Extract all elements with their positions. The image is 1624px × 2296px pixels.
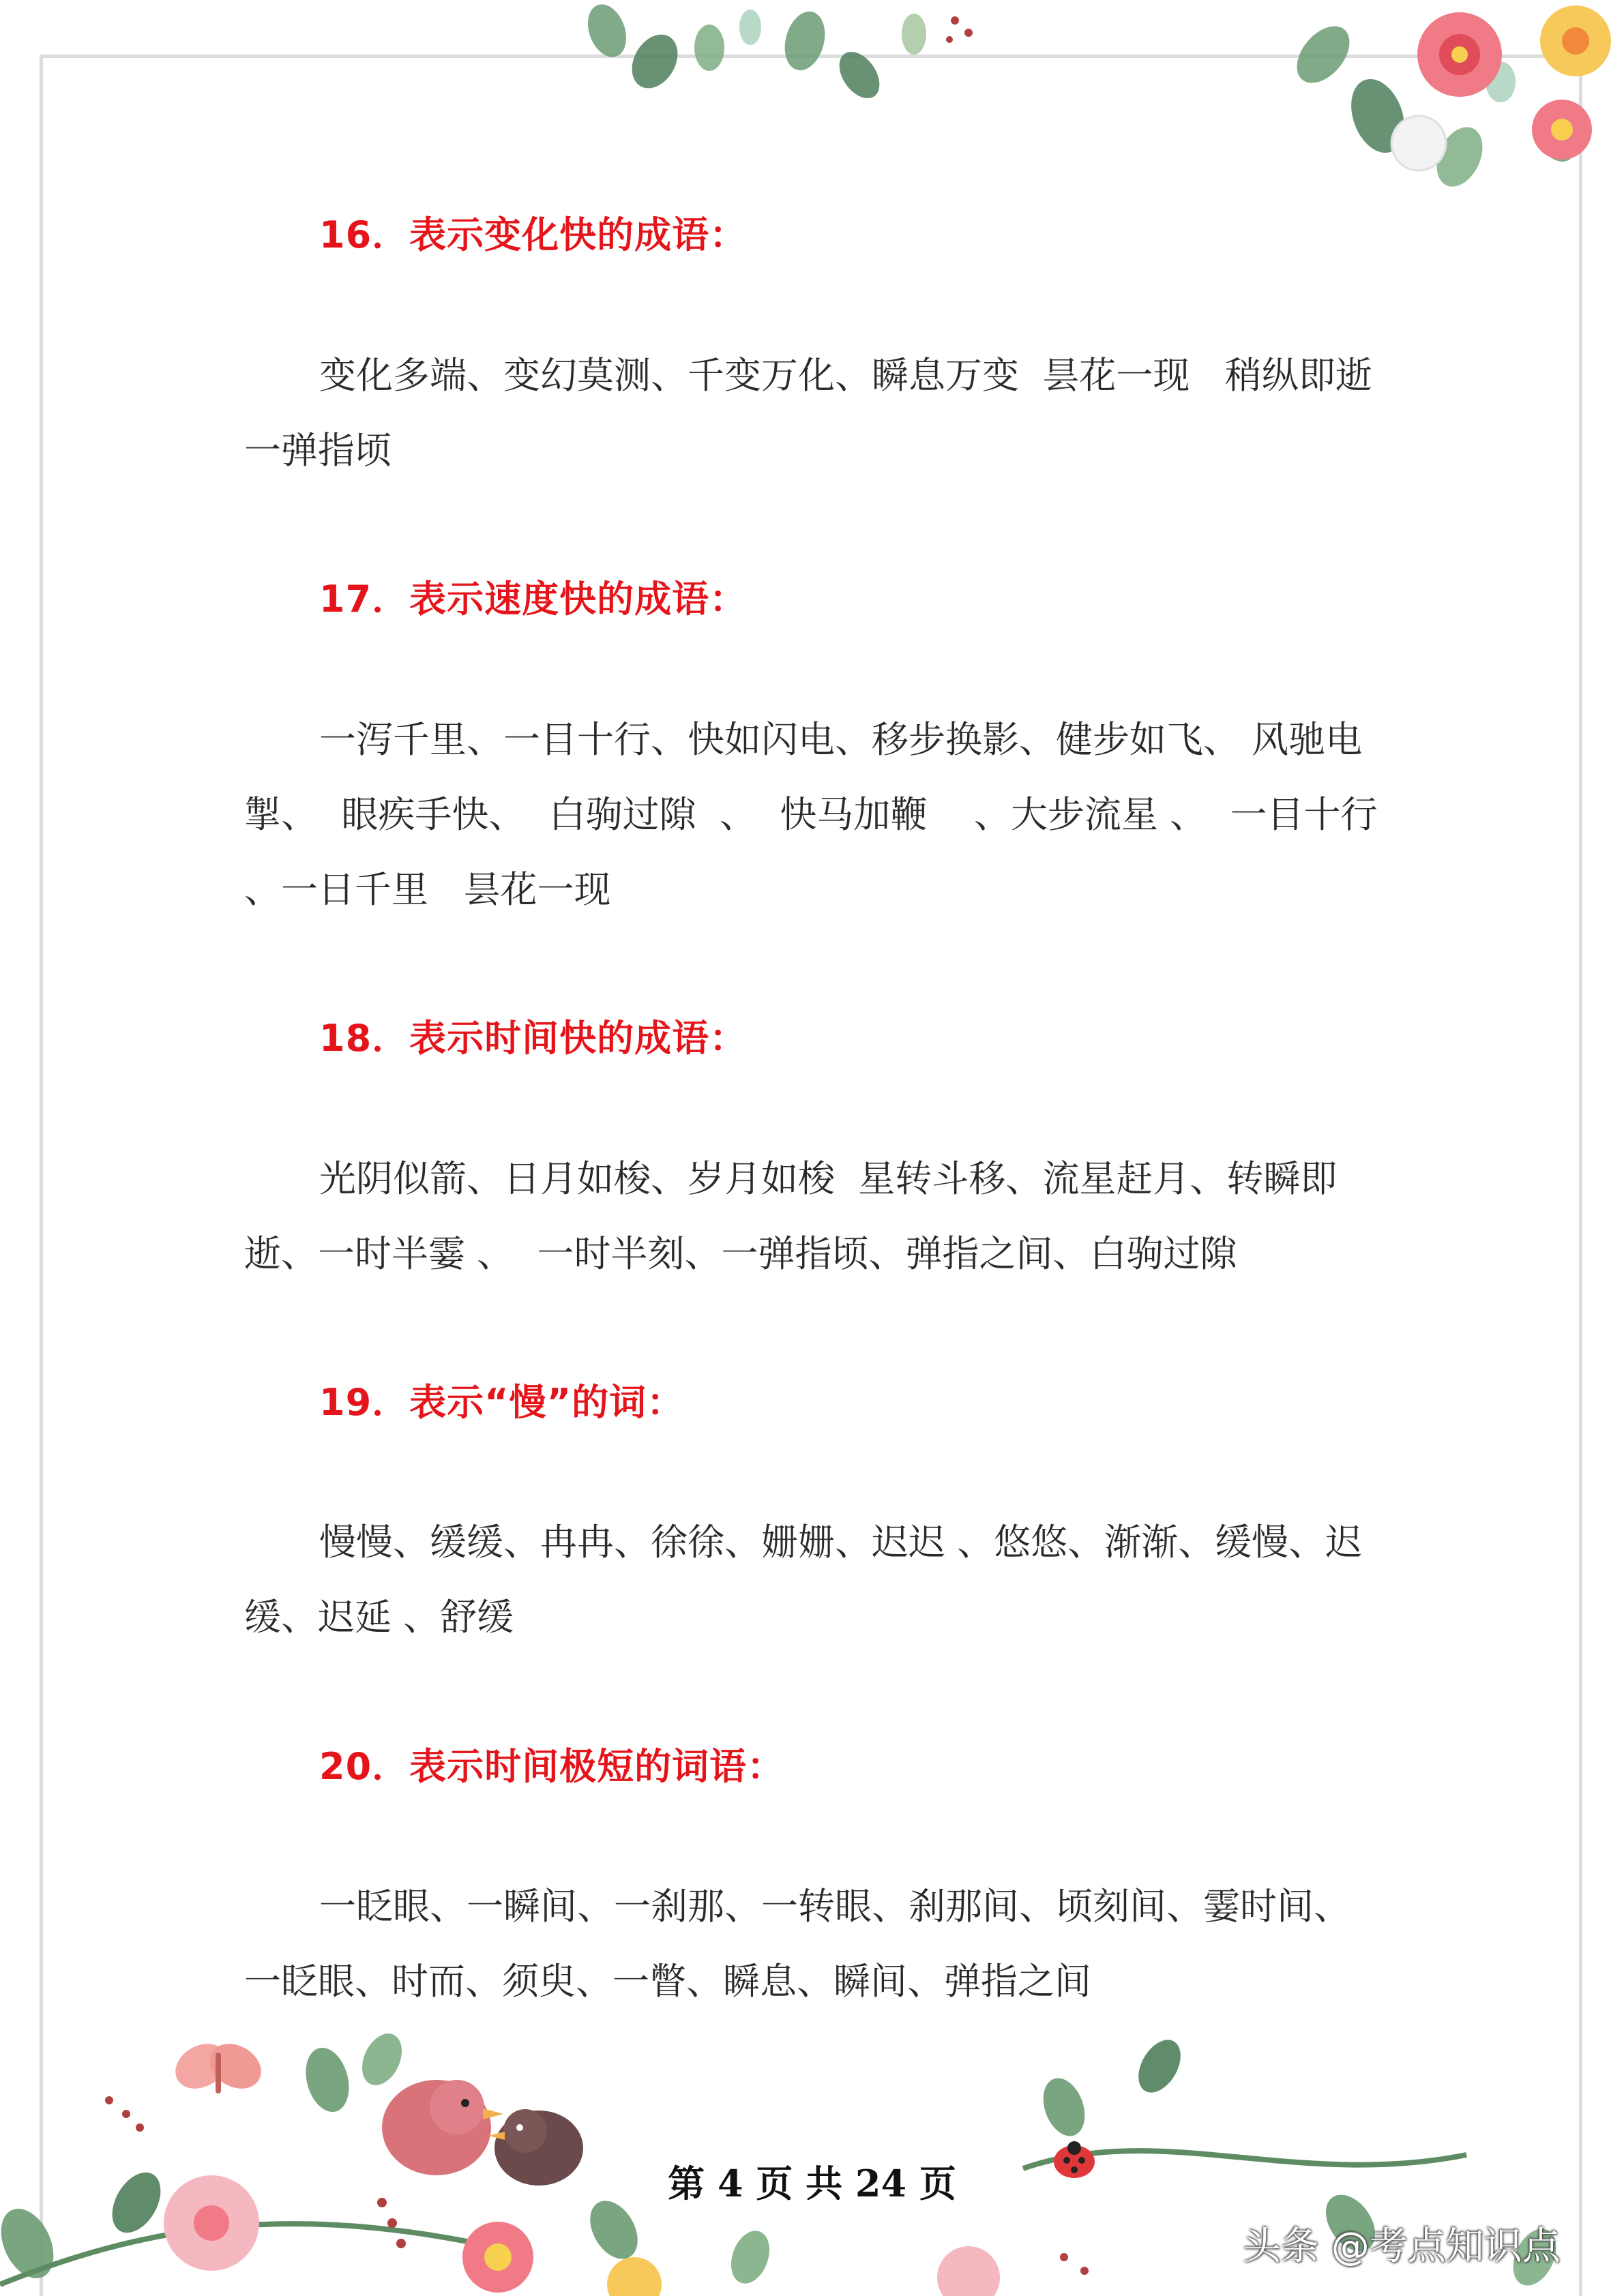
section-20-heading: 20．表示时间极短的词语： [319,1745,785,1788]
section-19-body: 慢慢、缓缓、冉冉、徐徐、姗姗、迟迟 、悠悠、渐渐、缓慢、迟缓、迟延 、舒缓 [244,1521,1363,1639]
section-20-body: 一眨眼、一瞬间、一刹那、一转眼、刹那间、顷刻间、霎时间、一眨眼、时而、须臾、一瞥、瞬息、瞬间、弹指之间 [244,1885,1350,2003]
section-18-heading: 18．表示时间快的成语： [319,1017,748,1060]
section-17-body: 一泻千里、一目十行、快如闪电、移步换影、健步如飞、 风驰电掣、 眼疾手快、 白驹过隙 、 快马加鞭 、大步流星 、 一目十行 、一日千里 昙花一现 [244,718,1401,911]
section-16-body: 变化多端、变幻莫测、千变万化、瞬息万变 昙花一现 稍纵即逝 一弹指顷 [244,354,1396,472]
section-16-heading: 16．表示变化快的成语： [319,213,748,256]
page-number: 第 4 页 共 24 页 [668,2162,956,2205]
section-18-body: 光阴似箭、日月如梭、岁月如梭 星转斗移、流星赶月、转瞬即逝、一时半霎 、 一时半刻、一弹指顷、弹指之间、白驹过隙 [244,1157,1338,1275]
section-17-heading: 17．表示速度快的成语： [319,578,748,621]
section-19-heading: 19．表示“慢”的词： [319,1381,685,1424]
watermark: 头条 @考点知识点 [1243,2224,1561,2269]
